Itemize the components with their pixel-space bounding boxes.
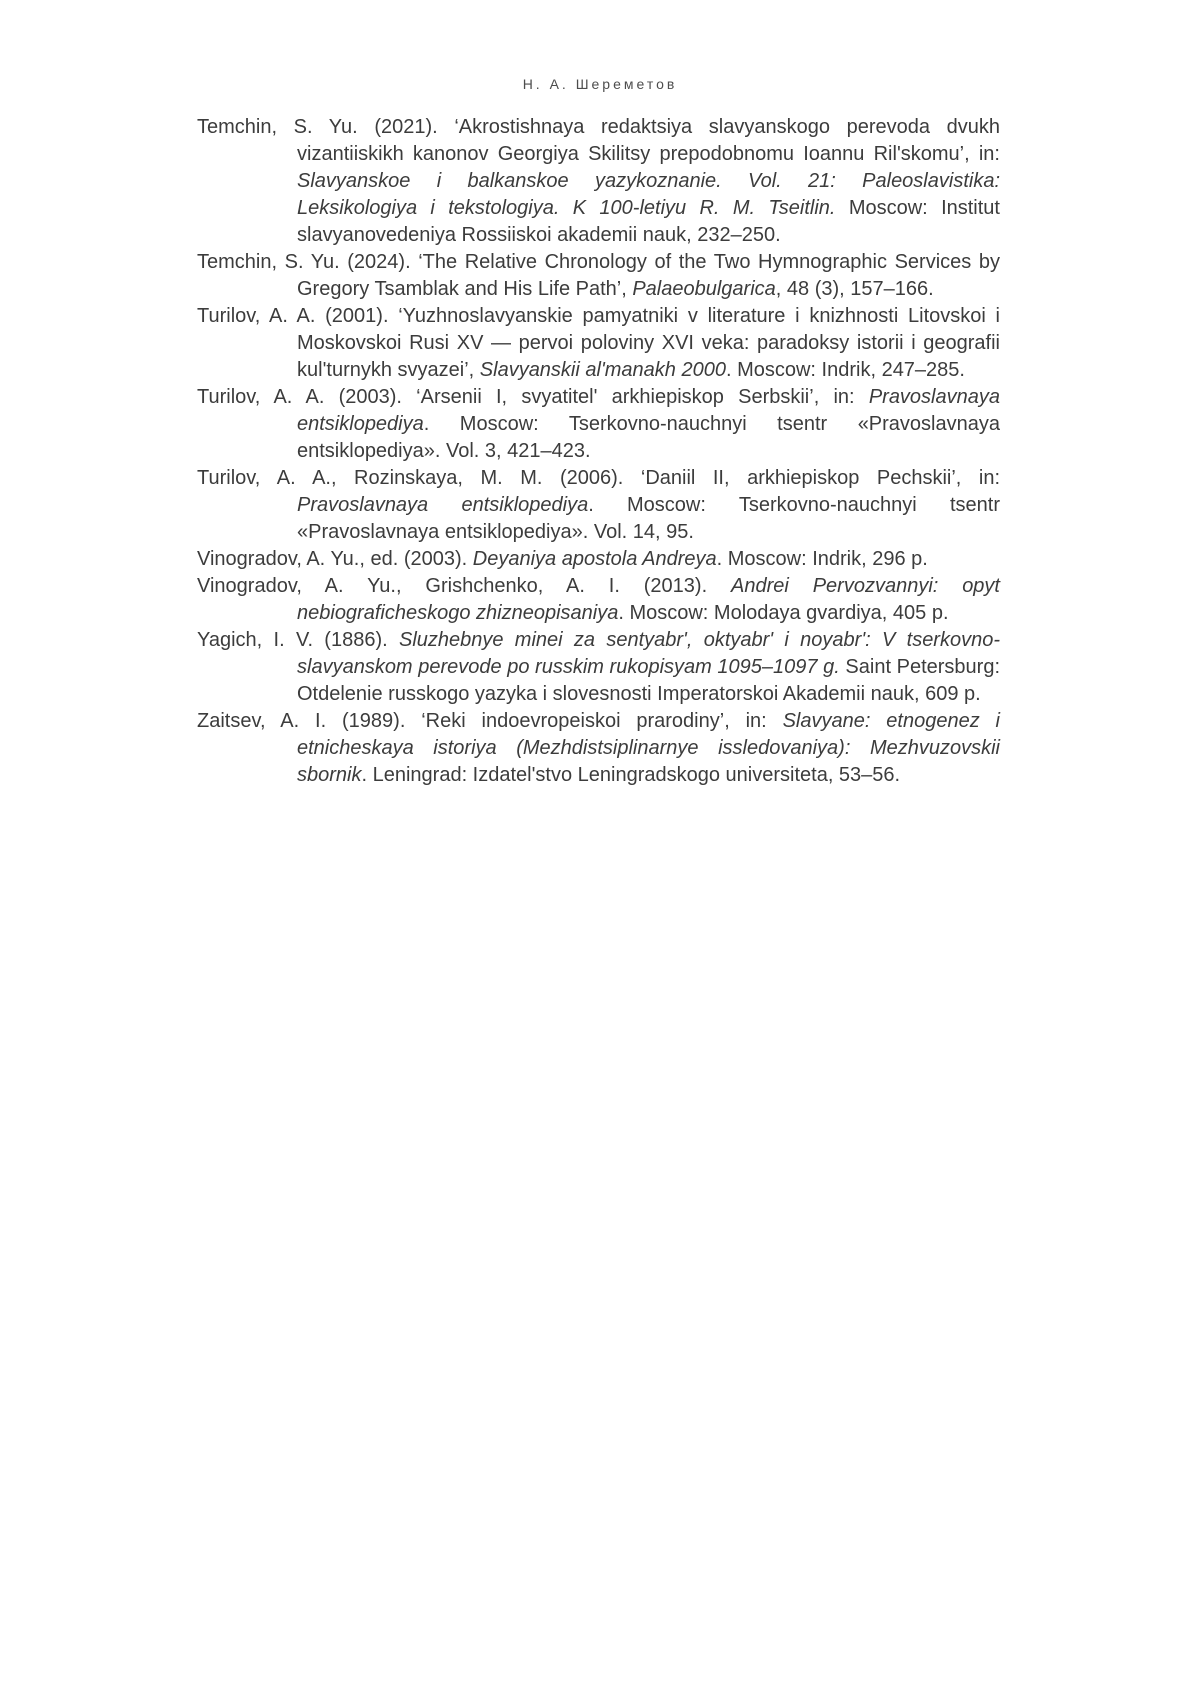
reference-title-italic: Slavyanskii al'manakh 2000 [479,359,726,381]
reference-text: . Moscow: Indrik, 247–285. [725,359,965,381]
reference-text: Turilov, A. A., Rozinskaya, M. M. (2006). ‘Daniil II, arkhiepiskop Pechskii’, in: [197,467,1000,489]
reference-title-italic: Deyaniya apostola Andreya [472,548,717,570]
reference-entry [197,384,1000,465]
reference-title-italic: Andrei Pervozvannyi: opyt nebiograficheskogo zhizneopisaniya [297,575,1000,624]
reference-text: Turilov, A. A. (2001). ‘Yuzhnoslavyanskie pamyatniki v literature i knizhnosti Litovskoi i Moskovskoi Rusi XV — pervoi poloviny XVI veka: paradoksy istorii i geografii kul'turnykh svyazei’, [197,305,1000,381]
reference-text: Yagich, I. V. (1886). [197,629,399,651]
reference-entry [197,249,1000,303]
reference-entry [197,465,1000,546]
reference-text: . Leningrad: Izdatel'stvo Leningradskogo universiteta, 53–56. [361,764,901,786]
reference-title-italic: Pravoslavnaya entsiklopediya [297,386,1000,435]
references-list [197,114,1000,789]
reference-text: . Moscow: Tserkovno-nauchnyi tsentr «Pravoslavnaya entsiklopediya». Vol. 14, 95. [297,494,1000,543]
reference-entry [197,708,1000,789]
reference-text: Zaitsev, A. I. (1989). ‘Reki indoevropeiskoi prarodiny’, in: [197,710,783,732]
reference-text: Vinogradov, A. Yu., ed. (2003). [197,548,473,570]
reference-text: Saint Petersburg: Otdelenie russkogo yazyka i slovesnosti Imperatorskoi Akademii nauk, 609 p. [297,656,1000,705]
reference-entry [197,573,1000,627]
reference-entry [197,546,1000,573]
reference-entry [197,114,1000,249]
reference-text: Turilov, A. A. (2003). ‘Arsenii I, svyatitel' arkhiepiskop Serbskii’, in: [197,386,869,408]
reference-text: . Moscow: Tserkovno-nauchnyi tsentr «Pravoslavnaya entsiklopediya». Vol. 3, 421–423. [297,413,1000,462]
running-header-author: Н. А. Шереметов [522,76,678,92]
reference-text: Temchin, S. Yu. (2024). ‘The Relative Chronology of the Two Hymnographic Services by Gregory Tsamblak and His Life Path’, [197,251,1000,300]
reference-entry [197,627,1000,708]
reference-text: Vinogradov, A. Yu., Grishchenko, A. I. (2013). [197,575,732,597]
reference-entry [197,303,1000,384]
reference-title-italic: Pravoslavnaya entsiklopediya [297,494,589,516]
reference-title-italic: Palaeobulgarica [632,278,776,300]
reference-text: . Moscow: Indrik, 296 p. [716,548,928,570]
reference-text: Temchin, S. Yu. (2021). ‘Akrostishnaya redaktsiya slavyanskogo perevoda dvukh vizantiiskikh kanonov Georgiya Skilitsy prepodobnomu Ioannu Ril'skomu’, in: [197,116,1000,165]
reference-title-italic: Slavyanskoe i balkanskoe yazykoznanie. Vol. 21: Paleoslavistika: Leksikologiya i tekstologiya. K 100-letiyu R. M. Tseitlin. [297,170,1000,219]
reference-title-italic: Sluzhebnye minei za sentyabr', oktyabr' i noyabr': V tserkovno-slavyanskom perevode po russkim rukopisyam 1095–1097 g. [297,629,1001,678]
reference-text: . Moscow: Molodaya gvardiya, 405 p. [618,602,949,624]
reference-title-italic: Slavyane: etnogenez i etnicheskaya istoriya (Mezhdistsiplinarnye issledovaniya): Mezhvuzovskii sbornik [297,710,1000,786]
reference-text: , 48 (3), 157–166. [775,278,934,300]
reference-text: Moscow: Institut slavyanovedeniya Rossiiskoi akademii nauk, 232–250. [297,197,1000,246]
